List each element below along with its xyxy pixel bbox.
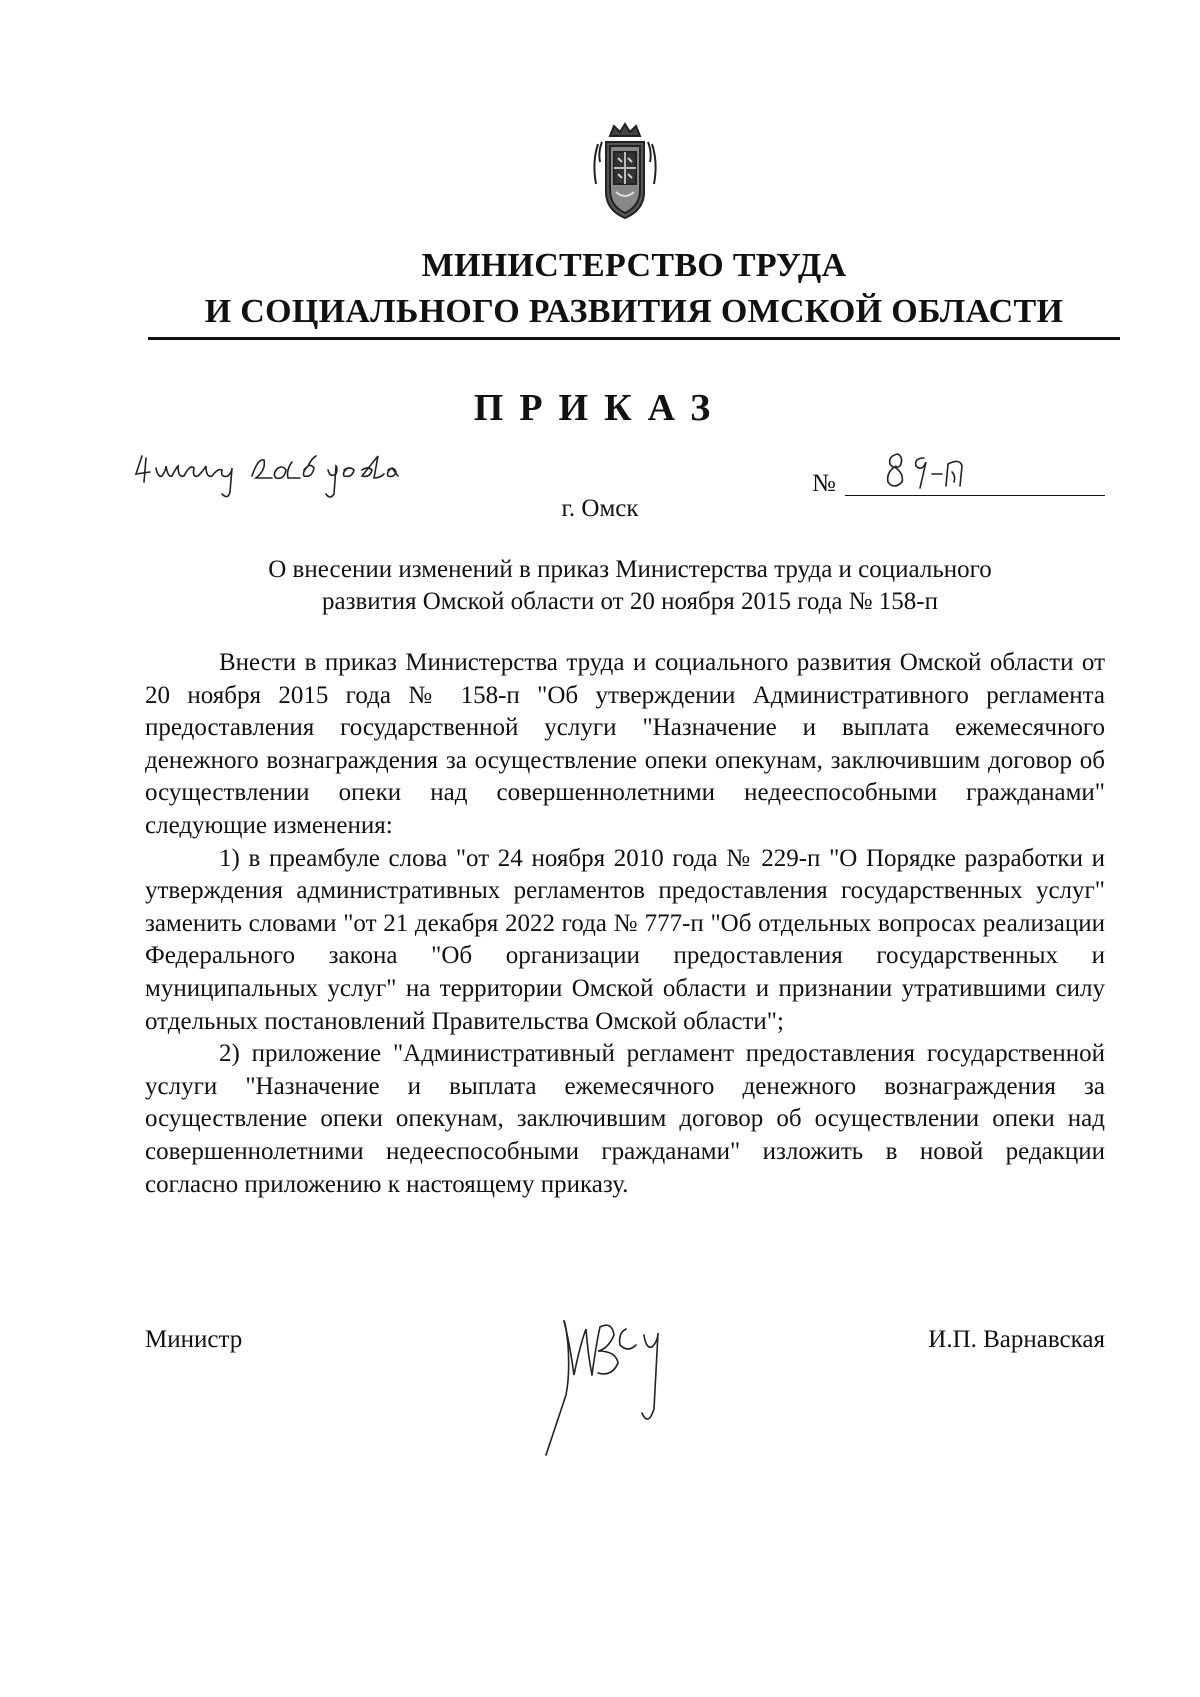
subject-line2: развития Омской области от 20 ноября 2015 года № 158-п [321, 588, 938, 615]
number-label: № [812, 470, 836, 497]
signatory-name: И.П. Варнавская [928, 1326, 1105, 1353]
document-type: ПРИКАЗ [473, 387, 727, 429]
subject-line1: О внесении изменений в приказ Министерства труда и социального [268, 556, 992, 583]
signatory-title: Министр [145, 1326, 243, 1353]
body-intro: Внести в приказ Министерства труда и социального развития Омской области от 20 ноября 2015 года № 158-п "Об утверждении Административного регламента предоставления государственной услуги "Назначение и выплата ежемесячного денежного вознаграждения за осуществление опеки опекунам, заключившим договор об осуществлении опеки над совершеннолетними недееспособными гражданами" следующие изменения: [145, 649, 1105, 839]
coat-of-arms-icon [588, 122, 662, 226]
city: г. Омск [561, 495, 639, 522]
body-item-2: 2) приложение "Административный регламент предоставления государственной услуги "Назначение и выплата ежемесячного денежного вознаграждения за осуществление опеки опекунам, заключившим договор об осуществлении опеки над совершеннолетними недееспособными гражданами" изложить в новой редакции согласно приложению к настоящему приказу. [145, 1040, 1105, 1198]
header-divider [148, 337, 1120, 340]
org-title-line2: И СОЦИАЛЬНОГО РАЗВИТИЯ ОМСКОЙ ОБЛАСТИ [204, 293, 1064, 330]
handwritten-number [880, 446, 980, 500]
body-item-1: 1) в преамбуле слова "от 24 ноября 2010 года № 229-п "О Порядке разработки и утверждения административных регламентов предоставления государственных услуг" заменить словами "от 21 декабря 2022 года № 777-п "Об отдельных вопросах реализации Федерального закона "Об организации предоставления государственных и муниципальных услуг" на территории Омской области и признании утратившими силу отдельных постановлений Правительства Омской области"; [145, 844, 1105, 1035]
org-title-line1: МИНИСТЕРСТВО ТРУДА [421, 247, 847, 284]
document-body [145, 647, 1105, 1201]
document-subject [170, 554, 1090, 618]
